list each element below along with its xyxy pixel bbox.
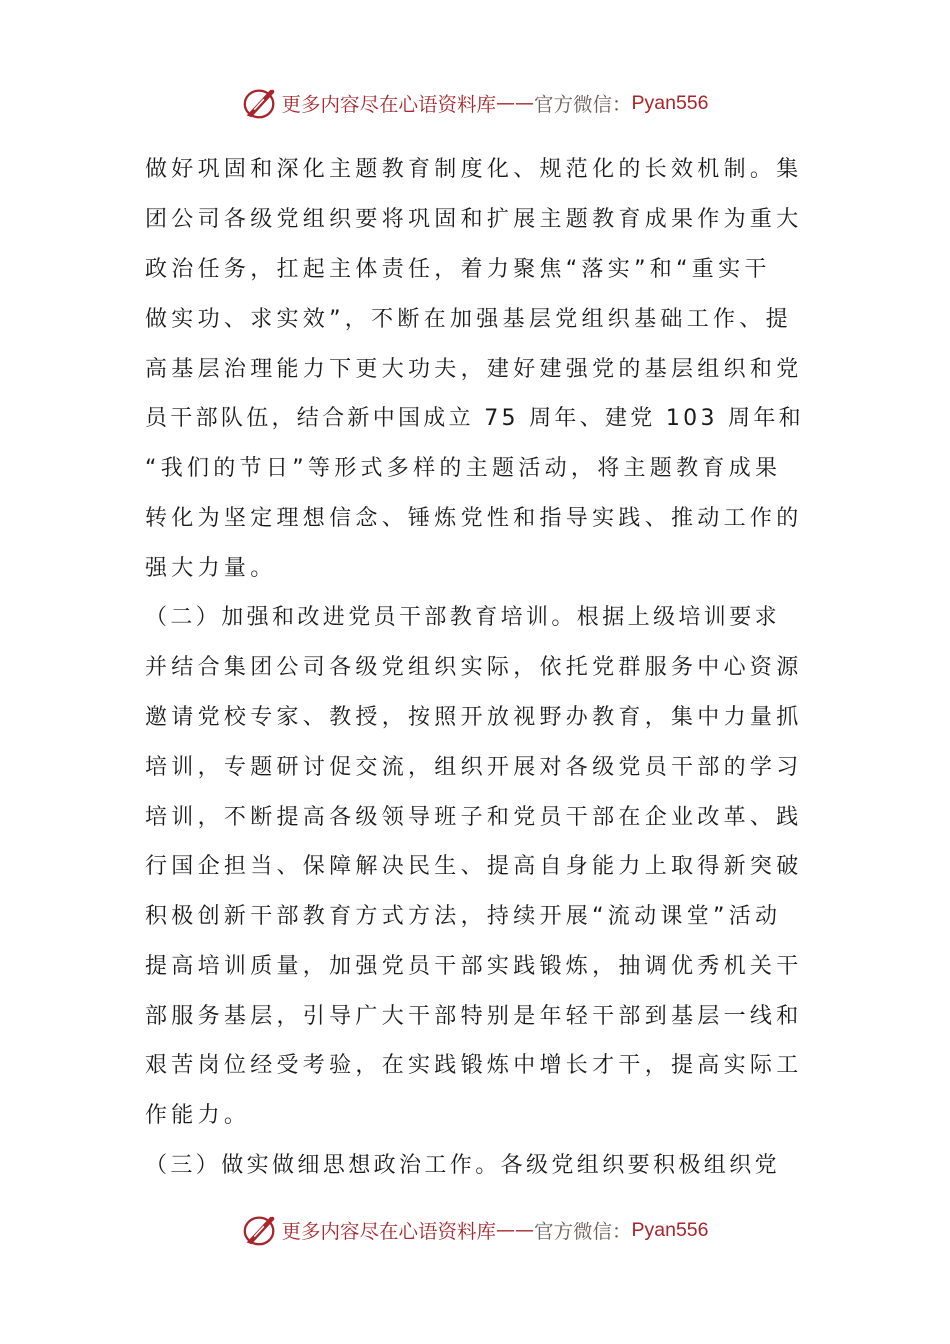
body-line: 行国企担当、保障解决民生、提高自身能力上取得新突破 [145, 854, 803, 879]
section-heading-line: （二）加强和改进党员干部教育培训。根据上级培训要求 [145, 605, 781, 630]
body-line: 做实功、求实效”，不断在加强基层党组织基础工作、提 [145, 307, 792, 332]
body-line: 并结合集团公司各级党组织实际，依托党群服务中心资源 [145, 655, 803, 680]
body-line: 提高培训质量，加强党员干部实践锻炼，抽调优秀机关干 [145, 954, 803, 979]
body-line: 高基层治理能力下更大功夫，建好建强党的基层组织和党 [145, 357, 803, 382]
body-line: 艰苦岗位经受考验，在实践锻炼中增长才干，提高实际工 [145, 1053, 803, 1078]
body-line: 转化为坚定理想信念、锤炼党性和指导实践、推动工作的 [145, 506, 803, 531]
body-line: “我们的节日”等形式多样的主题活动，将主题教育成果 [145, 456, 782, 481]
body-line: 团公司各级党组织要将巩固和扩展主题教育成果作为重大 [145, 207, 803, 232]
footer-banner-dash: —— [496, 1219, 534, 1241]
pen-nib-logo-icon [241, 1211, 279, 1249]
body-line: 邀请党校专家、教授，按照开放视野办教育，集中力量抓 [145, 705, 803, 730]
body-line: 做好巩固和深化主题教育制度化、规范化的长效机制。集 [145, 157, 803, 182]
footer-banner-label: 官方微信： [534, 1220, 632, 1243]
header-banner-dash: —— [496, 92, 534, 114]
footer-watermark-banner [0, 1210, 950, 1250]
header-watermark-banner [0, 83, 950, 123]
header-banner-text: 更多内容尽在心语资料库 [281, 93, 496, 116]
footer-banner-wechat-id: Pyan556 [631, 1218, 709, 1241]
body-line: 培训，专题研讨促交流，组织开展对各级党员干部的学习 [145, 755, 803, 780]
footer-banner-text: 更多内容尽在心语资料库 [281, 1220, 496, 1243]
section-heading-line: （三）做实做细思想政治工作。各级党组织要积极组织党 [145, 1153, 781, 1178]
body-line: 作能力。 [145, 1103, 251, 1128]
body-line: 积极创新干部教育方式方法，持续开展“流动课堂”活动 [145, 904, 782, 929]
pen-nib-logo-icon [241, 84, 279, 122]
body-line: 部服务基层，引导广大干部特别是年轻干部到基层一线和 [145, 1004, 803, 1029]
body-line: 政治任务，扛起主体责任，着力聚焦“落实”和“重实干 [145, 257, 771, 282]
header-banner-wechat-id: Pyan556 [631, 91, 709, 114]
body-line: 培训，不断提高各级领导班子和党员干部在企业改革、践 [145, 805, 803, 830]
header-banner-label: 官方微信： [534, 93, 632, 116]
body-line: 强大力量。 [145, 556, 277, 581]
body-line: 员干部队伍，结合新中国成立 75 周年、建党 103 周年和 [145, 406, 804, 431]
